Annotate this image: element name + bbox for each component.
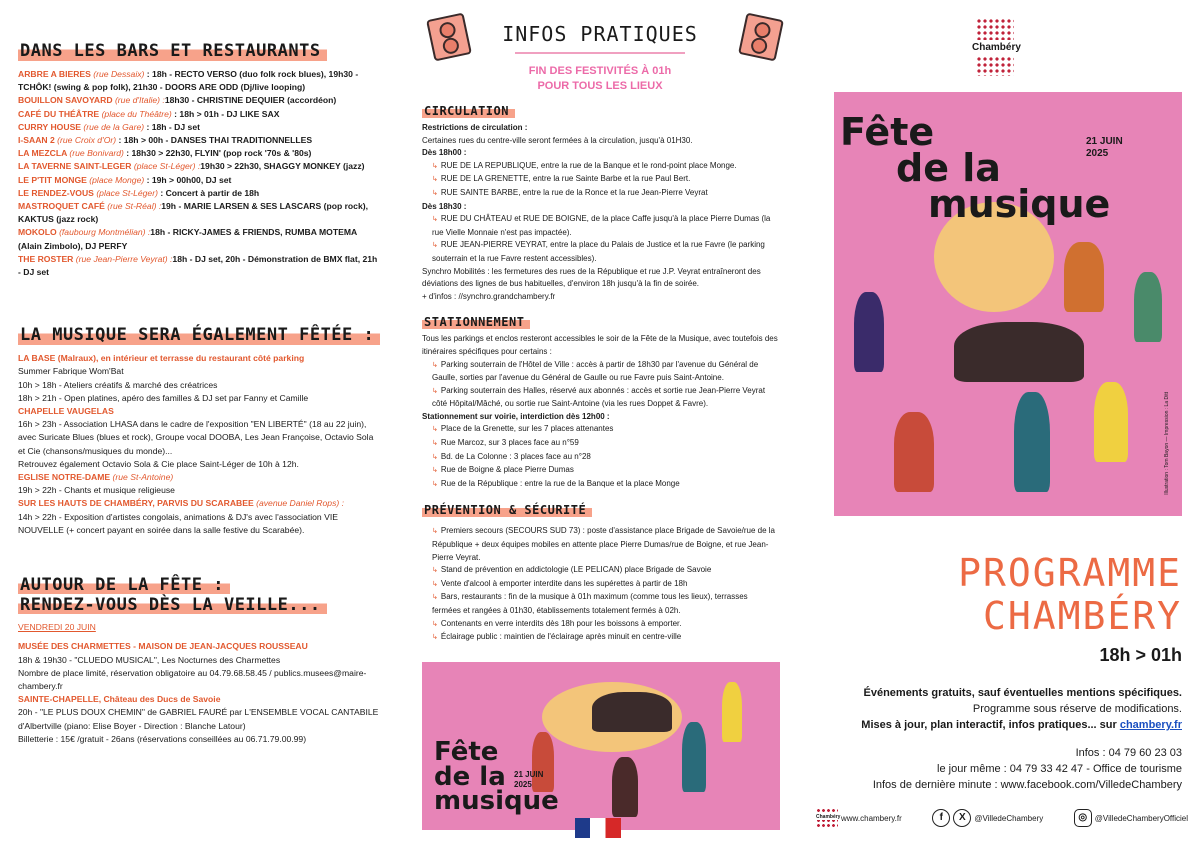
stat-line [422, 411, 778, 424]
bar-name: LA MEZCLA [18, 148, 70, 159]
circ-line [422, 135, 778, 148]
chambery-logo-dots [976, 56, 1014, 76]
venue-line: 10h > 18h - Ateliers créatifs & marché des créatrices [18, 379, 218, 390]
venue-location: (avenue Daniel Rops) : [256, 498, 345, 509]
circ-line [422, 239, 778, 265]
free-events: Événements gratuits, sauf éventuelles mentions spécifiques. [863, 687, 1182, 699]
arrow-icon: ↳ [432, 467, 438, 475]
venue-name: LA BASE (Malraux), en intérieur et terrasse du restaurant côté parking [18, 353, 305, 364]
circ-line-text: + d'infos : //synchro.grandchambery.fr [422, 291, 556, 301]
bar-name: BOUILLON SAVOYARD [18, 95, 115, 106]
bar-program: : 18h - RECTO VERSO (duo folk rock blues), 19h30 - TCHÔK! (swing & pop folk), 21h30 - DOORS ARE ODD (Dj/live looping) [18, 69, 359, 93]
circ-line [422, 122, 778, 135]
stat-line [422, 464, 778, 478]
eve-line: 20h - "LE PLUS DOUX CHEMIN" de GABRIEL FAURÉ par L'ENSEMBLE VOCAL CANTABILE d'Albertville (piano: Elise Boyer - Direction : Blanche Latour) [18, 707, 379, 731]
mini-poster-year: 2025 [514, 780, 532, 789]
arrow-icon: ↳ [432, 580, 438, 588]
bar-name: CURRY HOUSE [18, 121, 84, 132]
mini-poster [422, 662, 780, 830]
mini-poster-title-3: musique [434, 786, 559, 817]
arrow-icon: ↳ [432, 480, 438, 488]
prev-line-text: Bars, restaurants : fin de la musique à 01h maximum (comme tous les lieux), terrasses fermées et rangées à 01h30, établissements totalement fermés à 02h. [432, 592, 748, 615]
bar-name: MASTROQUET CAFÉ [18, 201, 108, 212]
stat-line [422, 423, 778, 437]
bar-location: (rue St-Réal) : [107, 201, 162, 212]
venue-item [18, 497, 382, 537]
venue-line: 16h > 23h - Association LHASA dans le cadre de l'exposition "EN LIBERTÉ" (18 au 22 juin), avec Suricate Blues (blues et rock), Groupe vocal DOOBA, Les Jean Françoise, Octavio Sola et Cie (chansons/musiques du monde)... [18, 419, 374, 456]
venue-line: Summer Fabrique Wom'Bat [18, 366, 124, 377]
bar-location: (rue Jean-Pierre Veyrat) : [75, 253, 173, 264]
bar-location: (faubourg Montmélian) : [59, 227, 151, 238]
eve-venue: SAINTE-CHAPELLE, Château des Ducs de Savoie [18, 694, 221, 705]
column-left [0, 0, 400, 851]
bar-item [18, 226, 382, 252]
stat-line-text: Bd. de La Colonne : 3 places face au n°28 [440, 451, 591, 461]
info-phone: Infos : 04 79 60 23 03 [1075, 747, 1182, 759]
stat-line-text: Stationnement sur voirie, interdiction dès 12h00 : [422, 411, 610, 421]
prev-line-text: Vente d'alcool à emporter interdite dans les supérettes à partir de 18h [440, 578, 688, 588]
bar-name: CAFÉ DU THÉÂTRE [18, 108, 102, 119]
venue-line: 19h > 22h - Chants et musique religieuse [18, 485, 175, 496]
reserve-note: Programme sous réserve de modifications. [972, 703, 1182, 715]
arrow-icon: ↳ [432, 176, 438, 184]
circ-line [422, 173, 778, 187]
bar-item [18, 160, 382, 173]
bar-program: 18h - RICKY-JAMES & FRIENDS, RUMBA MOTEMA (Alain Zimbolo), DJ PERFY [18, 227, 357, 251]
column-middle [400, 0, 800, 851]
stat-line-text: Rue Marcoz, sur 3 places face au n°59 [440, 438, 579, 448]
bar-item [18, 147, 382, 160]
venue-name: EGLISE NOTRE-DAME [18, 472, 113, 483]
stat-line-text: Rue de Boigne & place Pierre Dumas [440, 465, 574, 475]
bar-program: 18h30 - CHRISTINE DEQUIER (accordéon) [164, 95, 337, 106]
also-list [18, 352, 382, 537]
stat-line [422, 359, 778, 385]
arrow-icon: ↳ [432, 189, 438, 197]
prevention-title: PRÉVENTION & SÉCURITÉ [422, 502, 592, 517]
stat-line [422, 333, 778, 358]
also-title: LA MUSIQUE SERA ÉGALEMENT FÊTÉE : [18, 324, 380, 345]
bar-location: (rue de la Gare) [83, 121, 145, 132]
bar-location: (rue Croix d'Or) [57, 135, 117, 146]
bar-location: (rue d'Italie) : [114, 95, 165, 106]
prev-line [422, 618, 778, 632]
arrow-icon: ↳ [432, 620, 438, 628]
bar-item [18, 200, 382, 226]
prev-line [422, 631, 778, 645]
mini-poster-date: 21 JUIN [514, 770, 544, 779]
web-link[interactable]: www.chambery.fr [841, 813, 902, 823]
bar-location: (rue Dessaix) [93, 69, 145, 79]
prevention-text [422, 525, 778, 644]
bar-name: MOKOLO [18, 227, 60, 238]
updates-text: Mises à jour, plan interactif, infos pratiques... sur [861, 719, 1120, 731]
programme-title: PROGRAMME [958, 551, 1182, 595]
end-notice-2: POUR TOUS LES LIEUX [537, 80, 663, 92]
stationnement-title: STATIONNEMENT [422, 314, 530, 329]
bar-item [18, 187, 382, 200]
bar-name: LE RENDEZ-VOUS [18, 187, 97, 198]
bar-location: (place Monge) [89, 174, 145, 185]
circ-line-text: Dès 18h00 : [422, 148, 467, 158]
eve-line: Nombre de place limité, réservation obligatoire au 04.79.68.58.45 / publics.musees@maire-chambery.fr [18, 667, 367, 691]
stat-line-text: Parking souterrain des Halles, réservé aux abonnés : accès et sortie rue Jean-Pierre Veyrat côté Hôpital/Mâché, ou sortie rue Saint-Antoine (via les rues Doppet & Favre). [432, 385, 766, 409]
speaker-icon [738, 13, 784, 62]
arrow-icon: ↳ [432, 634, 438, 642]
arrow-icon: ↳ [432, 216, 438, 224]
bar-program: : 18h30 > 22h30, FLYIN' (pop rock '70s & '80s) [123, 148, 312, 159]
stat-line [422, 451, 778, 465]
venue-line: 14h > 22h - Exposition d'artistes congolais, animations & DJ's avec l'association VIE NOUVELLE (+ concert payant en soirée dans la salle festive du Scarabée). [18, 511, 338, 535]
poster-title-1: Fête [840, 110, 935, 154]
main-poster [834, 92, 1182, 516]
stat-line-text: Tous les parkings et enclos resteront accessibles le soir de la Fête de la Musique, avec toutefois des itinéraires spécifiques pour certains : [422, 334, 778, 356]
circ-line [422, 291, 778, 304]
circ-line-text: Dès 18h30 : [422, 201, 467, 211]
bar-name: ARBRE A BIERES [18, 69, 94, 79]
x-icon[interactable]: X [953, 809, 971, 827]
circ-line [422, 147, 778, 160]
bar-location: (rue Bonivard) [69, 148, 124, 159]
bar-location: (place St-Léger) : [133, 161, 201, 172]
arrow-icon: ↳ [432, 387, 438, 395]
bar-item [18, 68, 382, 94]
circ-line-text: Synchro Mobilités : les fermetures des rues de la République et rue J.P. Veyrat entraîneront des déviations des lignes de bus habituelles, d'environ 18h jusqu'à la fin de soirée. [422, 266, 761, 289]
bar-name: LA TAVERNE SAINT-LEGER [18, 161, 134, 172]
bar-program: 19h - MARIE LARSEN & SES LASCARS (pop rock), KAKTUS (jazz rock) [18, 201, 368, 225]
end-notice-1: FIN DES FESTIVITÉS À 01h [528, 65, 672, 77]
venue-name: SUR LES HAUTS DE CHAMBÉRY, PARVIS DU SCARABEE [18, 498, 257, 509]
circulation-title: CIRCULATION [422, 103, 515, 118]
circ-line [422, 201, 778, 214]
bar-item [18, 108, 382, 121]
circ-line-text: RUE DU CHÂTEAU et RUE DE BOIGNE, de la place Caffe jusqu'à la place Pierre Dumas (la rue Vielle Monnaie n'est pas impactée). [432, 214, 771, 237]
venue-location: (rue St-Antoine) [112, 472, 174, 483]
bars-list [18, 68, 382, 279]
prev-line-text: Premiers secours (SECOURS SUD 73) : poste d'assistance place Brigade de Savoie/rue de la République + deux équipes mobiles en attente place Pierre Dumas/rue de Boigne, et rue Jean-Pierre Veyrat. [432, 526, 775, 562]
eve-line: Billetterie : 15€ /gratuit - 26ans (réservations conseillées au 06.71.79.00.99) [18, 733, 307, 744]
circ-line [422, 213, 778, 239]
info-tourism: le jour même : 04 79 33 42 47 - Office de tourisme [937, 763, 1182, 775]
prev-line [422, 591, 778, 617]
stationnement-text [422, 333, 778, 491]
venue-line: 18h > 21h - Open platines, apéro des familles & DJ set par Fanny et Camille [18, 392, 309, 403]
bar-program: : Concert à partir de 18h [157, 187, 260, 198]
circ-line-text: RUE JEAN-PIERRE VEYRAT, entre la place du Palais de Justice et la rue Favre (le parking souterrain et la rue Favre restent accessibles). [432, 240, 765, 263]
prev-line-text: Contenants en verre interdits dès 18h pour les boissons à emporter. [440, 618, 682, 628]
bar-program: : 18h > 00h - DANSES THAI TRADITIONNELLES [116, 135, 313, 146]
eve-line: 18h & 19h30 - "CLUEDO MUSICAL", Les Nocturnes des Charmettes [18, 654, 281, 665]
bar-name: THE ROSTER [18, 253, 76, 264]
column-right [800, 0, 1200, 851]
bar-name: I-SAAN 2 [18, 135, 58, 146]
arrow-icon: ↳ [432, 567, 438, 575]
circ-line [422, 187, 778, 201]
hours: 18h > 01h [1099, 645, 1182, 665]
bar-program: : 19h > 00h00, DJ set [144, 174, 232, 185]
circ-line-text: RUE DE LA GRENETTE, entre la rue Sainte Barbe et la rue Paul Bert. [440, 174, 691, 184]
bar-item [18, 94, 382, 107]
eve-item [18, 640, 382, 693]
prev-line [422, 525, 778, 564]
venue-item [18, 352, 382, 405]
bar-name: LE P'TIT MONGE [18, 174, 90, 185]
arrow-icon: ↳ [432, 242, 438, 250]
arrow-icon: ↳ [432, 361, 438, 369]
site-link[interactable]: chambery.fr [1119, 719, 1182, 731]
x-handle[interactable]: @VilledeChambery [974, 813, 1044, 823]
circ-line [422, 160, 778, 174]
bar-location: (place du Théâtre) [101, 108, 172, 119]
bar-item [18, 253, 382, 279]
poster-year: 2025 [1086, 148, 1109, 159]
stat-line [422, 478, 778, 492]
eve-title-2: RENDEZ-VOUS DÈS LA VEILLE... [18, 595, 327, 614]
stat-line-text: Place de la Grenette, sur les 7 places attenantes [440, 424, 614, 434]
city-title: CHAMBÉRY [982, 594, 1182, 638]
prev-line-text: Stand de prévention en addictologie (LE PELICAN) place Brigade de Savoie [440, 565, 712, 575]
arrow-icon: ↳ [432, 594, 438, 602]
facebook-icon[interactable]: f [932, 809, 950, 827]
stat-line [422, 437, 778, 451]
venue-name: CHAPELLE VAUGELAS [18, 406, 114, 417]
eve-venue: MUSÉE DES CHARMETTES - MAISON DE JEAN-JACQUES ROUSSEAU [18, 641, 308, 652]
circ-line-text: RUE SAINTE BARBE, entre la rue de la Ronce et la rue Jean-Pierre Veyrat [440, 187, 708, 197]
arrow-icon: ↳ [432, 528, 438, 536]
arrow-icon: ↳ [432, 162, 438, 170]
chambery-logo: Chambéry [972, 42, 1021, 53]
mini-poster-title-1: Fête [434, 737, 499, 767]
infos-title: INFOS PRATIQUES [502, 22, 698, 46]
venue-item [18, 405, 382, 471]
insta-handle[interactable]: @VilledeChamberyOfficiel [1094, 813, 1188, 823]
bars-title: DANS LES BARS ET RESTAURANTS [18, 40, 327, 61]
circ-line-text: RUE DE LA REPUBLIQUE, entre la rue de la Banque et le rond-point place Monge. [440, 160, 737, 170]
eve-list [18, 640, 382, 746]
stat-line [422, 385, 778, 411]
poster-title-3: musique [928, 182, 1111, 227]
speaker-icon [426, 13, 472, 62]
eve-item [18, 693, 382, 746]
republique-logo [575, 818, 621, 838]
circ-line-text: Restrictions de circulation : [422, 123, 528, 132]
bar-program: : 18h > 01h - DJ LIKE SAX [171, 108, 280, 119]
prev-line-text: Éclairage public : maintien de l'éclairage après minuit en centre-ville [440, 632, 682, 642]
poster-title-2: de la [896, 146, 1001, 191]
bar-program: 19h30 > 22h30, SHAGGY MONKEY (jazz) [200, 161, 365, 172]
venue-item [18, 471, 382, 497]
bar-item [18, 174, 382, 187]
poster-credit: Illustration : Tom Bayon — Impression : La Ditt [1164, 392, 1170, 495]
eve-title-1: AUTOUR DE LA FÊTE : [18, 575, 230, 594]
chambery-logo-dots [976, 18, 1014, 40]
mini-poster-title-2: de la [434, 761, 506, 792]
bar-program: : 18h - DJ set [144, 121, 200, 132]
prev-line [422, 578, 778, 592]
poster-date: 21 JUIN [1086, 136, 1123, 147]
bar-program: 18h - DJ set, 20h - Démonstration de BMX flat, 21h - DJ set [18, 253, 378, 278]
circulation-text [422, 122, 778, 303]
venue-line: Retrouvez également Octavio Sola & Cie place Saint-Léger de 10h à 12h. [18, 458, 299, 469]
arrow-icon: ↳ [432, 426, 438, 434]
arrow-icon: ↳ [432, 453, 438, 461]
info-facebook: Infos de dernière minute : www.facebook.com/VilledeChambery [872, 779, 1182, 791]
arrow-icon: ↳ [432, 440, 438, 448]
prev-line [422, 564, 778, 578]
bar-item [18, 121, 382, 134]
chambery-small-logo: Chambéry [816, 808, 838, 828]
circ-line [422, 266, 778, 291]
bar-location: (place St-Léger) [96, 187, 158, 198]
stat-line-text: Parking souterrain de l'Hôtel de Ville : accès à partir de 18h30 par l'avenue du Général de Gaulle, sorties par l'avenue du Général de Gaulle ou rue Favre puis Saint-Antoine. [432, 359, 759, 383]
circ-line-text: Certaines rues du centre-ville seront fermées à la circulation, jusqu'à 01H30. [422, 135, 693, 145]
social-bar [816, 808, 1188, 828]
eve-day: VENDREDI 20 JUIN [18, 622, 96, 633]
instagram-icon[interactable]: ◎ [1074, 809, 1092, 827]
stat-line-text: Rue de la République : entre la rue de la Banque et la place Monge [440, 478, 680, 488]
bar-item [18, 134, 382, 147]
